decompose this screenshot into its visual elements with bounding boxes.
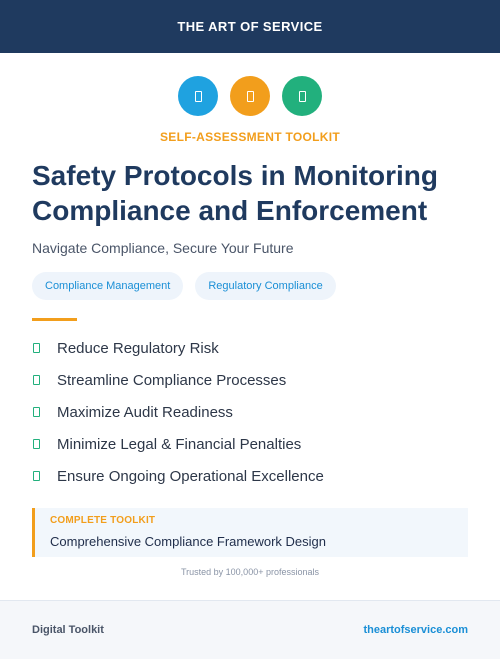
check-icon: [33, 471, 40, 481]
list-item: [32, 396, 468, 428]
benefit-text: Maximize Audit Readiness: [57, 403, 233, 421]
check-icon: [33, 375, 40, 385]
list-item: [32, 364, 468, 396]
header-bar: [0, 0, 500, 53]
list-item: [32, 332, 468, 364]
footer-label: Digital Toolkit: [32, 624, 104, 636]
tag-list: [32, 272, 468, 300]
benefit-text: Ensure Ongoing Operational Excellence: [57, 467, 324, 485]
toolkit-label: COMPLETE TOOLKIT: [50, 515, 156, 526]
list-item: [32, 428, 468, 460]
list-item: [32, 460, 468, 492]
subtitle: Navigate Compliance, Secure Your Future: [32, 240, 294, 256]
toolkit-name: Comprehensive Compliance Framework Design: [50, 534, 326, 549]
tag-regulatory-compliance: Regulatory Compliance: [195, 272, 335, 300]
check-icon: [33, 343, 40, 353]
trusted-note: Trusted by 100,000+ professionals: [180, 567, 319, 577]
footer-bar: [0, 600, 500, 659]
tag-compliance-management: Compliance Management: [32, 272, 183, 300]
document-icon: [282, 76, 322, 116]
document-icon: [230, 76, 270, 116]
benefit-text: Reduce Regulatory Risk: [57, 339, 219, 357]
check-icon: [33, 439, 40, 449]
brand-name: THE ART OF SERVICE: [177, 19, 323, 34]
check-icon: [33, 407, 40, 417]
benefit-list: [32, 332, 468, 492]
kicker-label: SELF-ASSESSMENT TOOLKIT: [159, 130, 341, 144]
accent-divider: [32, 318, 77, 321]
benefit-text: Streamline Compliance Processes: [57, 371, 287, 389]
icon-row: [0, 76, 500, 116]
document-icon: [178, 76, 218, 116]
benefit-text: Minimize Legal & Financial Penalties: [57, 435, 302, 453]
toolkit-callout: [32, 508, 468, 557]
page-title: Safety Protocols in Monitoring Compliance and Enforcement: [32, 160, 439, 226]
website-link[interactable]: theartofservice.com: [363, 624, 468, 636]
